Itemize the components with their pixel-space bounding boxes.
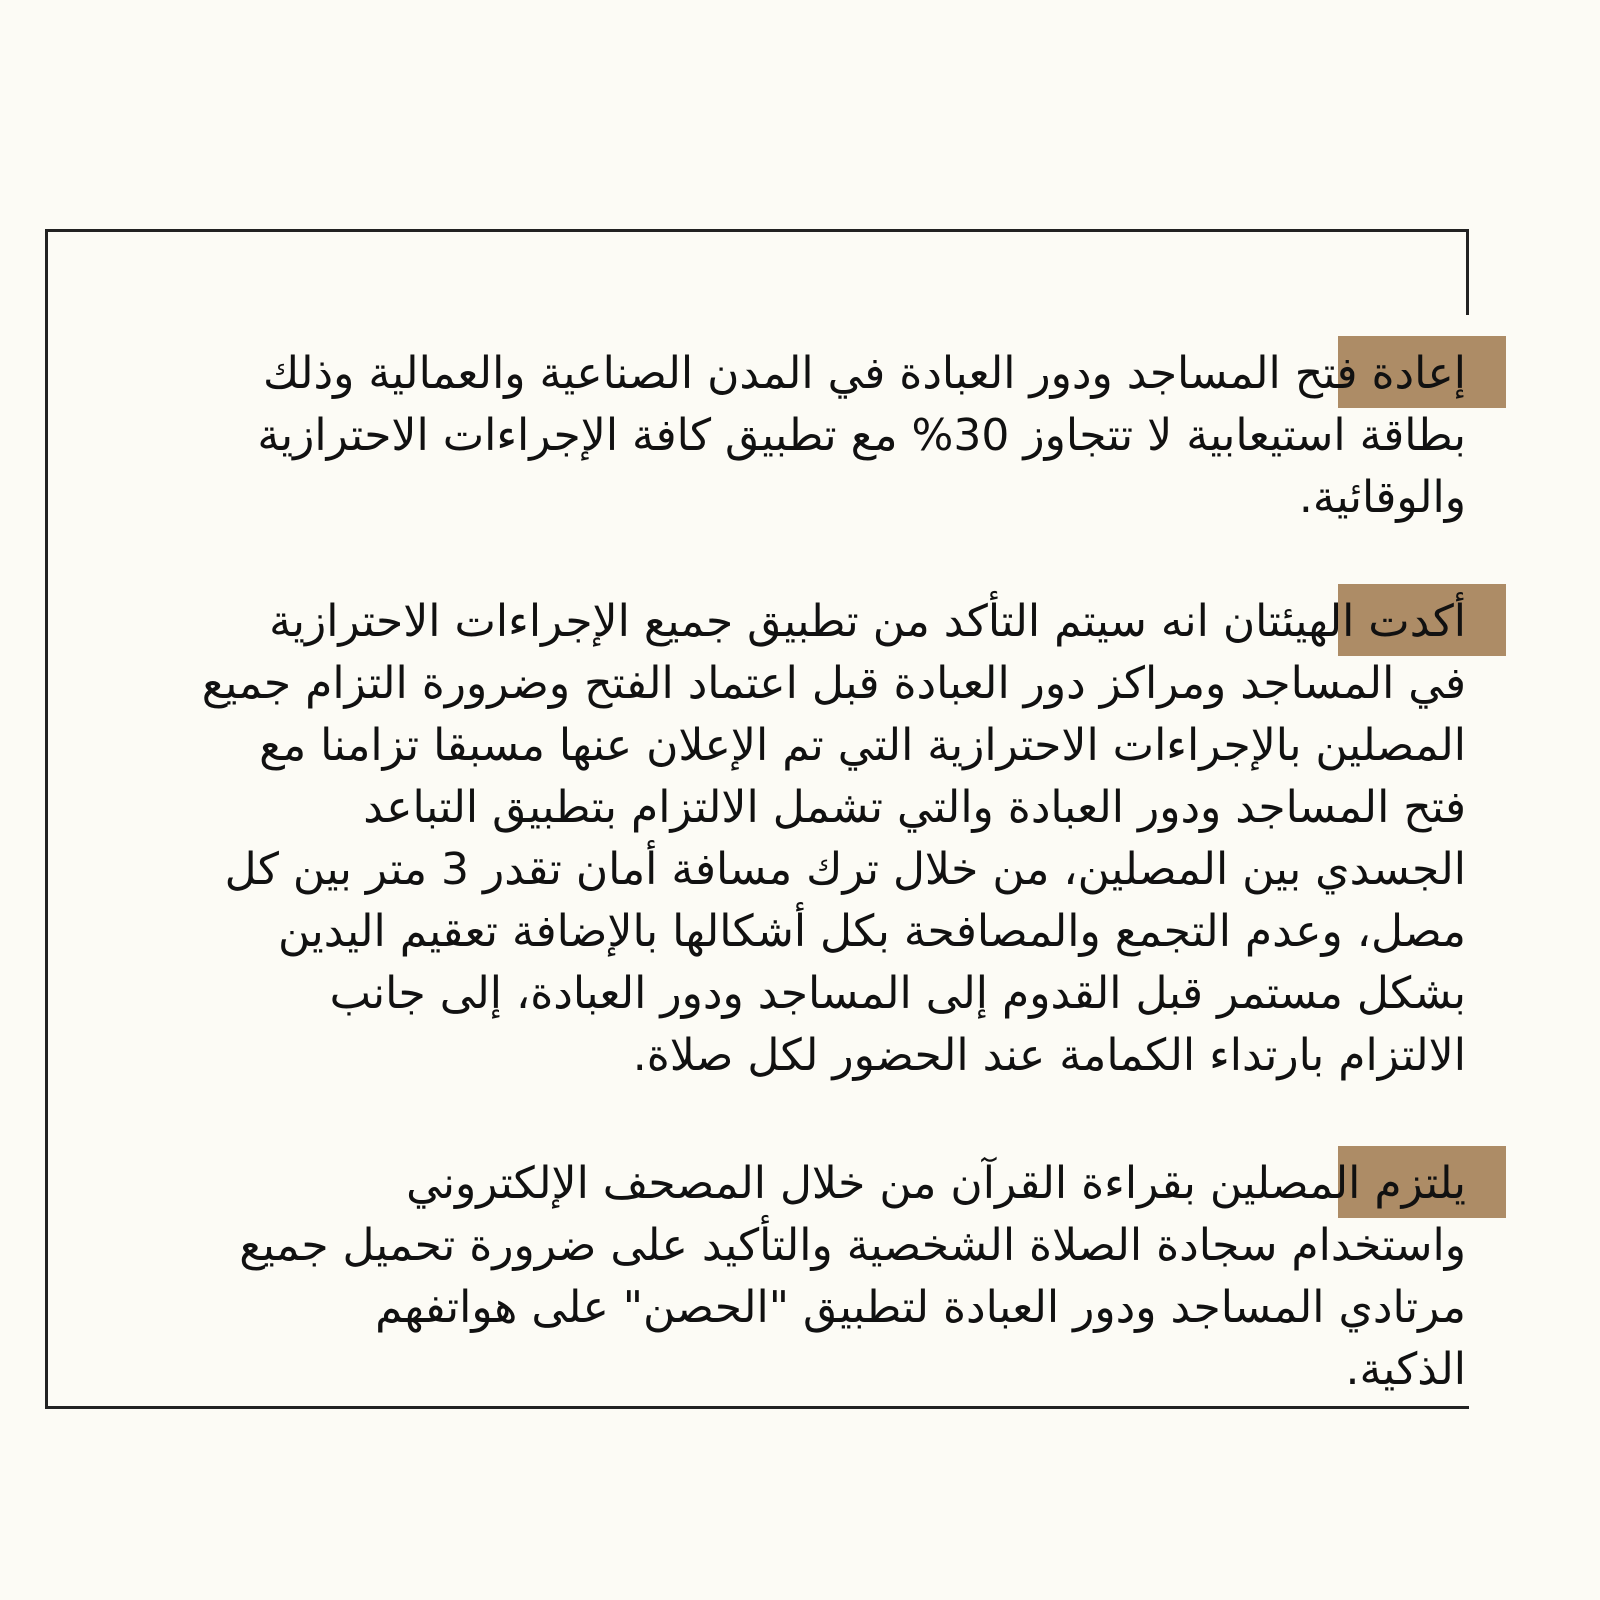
paragraph-precautions: أكدت الهيئتان انه سيتم التأكد من تطبيق جميع الإجراءات الاحترازية في المساجد ومراكز دور العبادة قبل اعتماد الفتح وضرورة التزام جميع المصلين بالإجراءات الاحترازية التي تم الإعلان عنها مسبقا تزامنا مع فتح المساجد ودور العبادة والتي تشمل الالتزام بتطبيق التباعد الجسدي بين المصلين، من خلال ترك مسافة أمان تقدر 3 متر بين كل مصل، وعدم التجمع والمصافحة بكل أشكالها بالإضافة تعقيم اليدين بشكل مستمر قبل القدوم إلى المساجد ودور العبادة، إلى جانب الالتزام بارتداء الكمامة عند الحضور لكل صلاة. [201, 596, 1466, 1081]
paragraph-reopening: إعادة فتح المساجد ودور العبادة في المدن الصناعية والعمالية وذلك بطاقة استيعابية لا تتجاوز 30% مع تطبيق كافة الإجراءات الاحترازية والوقائية. [257, 348, 1466, 523]
frame-right-edge [1466, 229, 1469, 315]
paragraph-worshipper-rules: يلتزم المصلين بقراءة القرآن من خلال المصحف الإلكتروني واستخدام سجادة الصلاة الشخصية والتأكيد على ضرورة تحميل جميع مرتادي المساجد ودور العبادة لتطبيق "الحصن" على هواتفهم الذكية. [239, 1158, 1466, 1395]
